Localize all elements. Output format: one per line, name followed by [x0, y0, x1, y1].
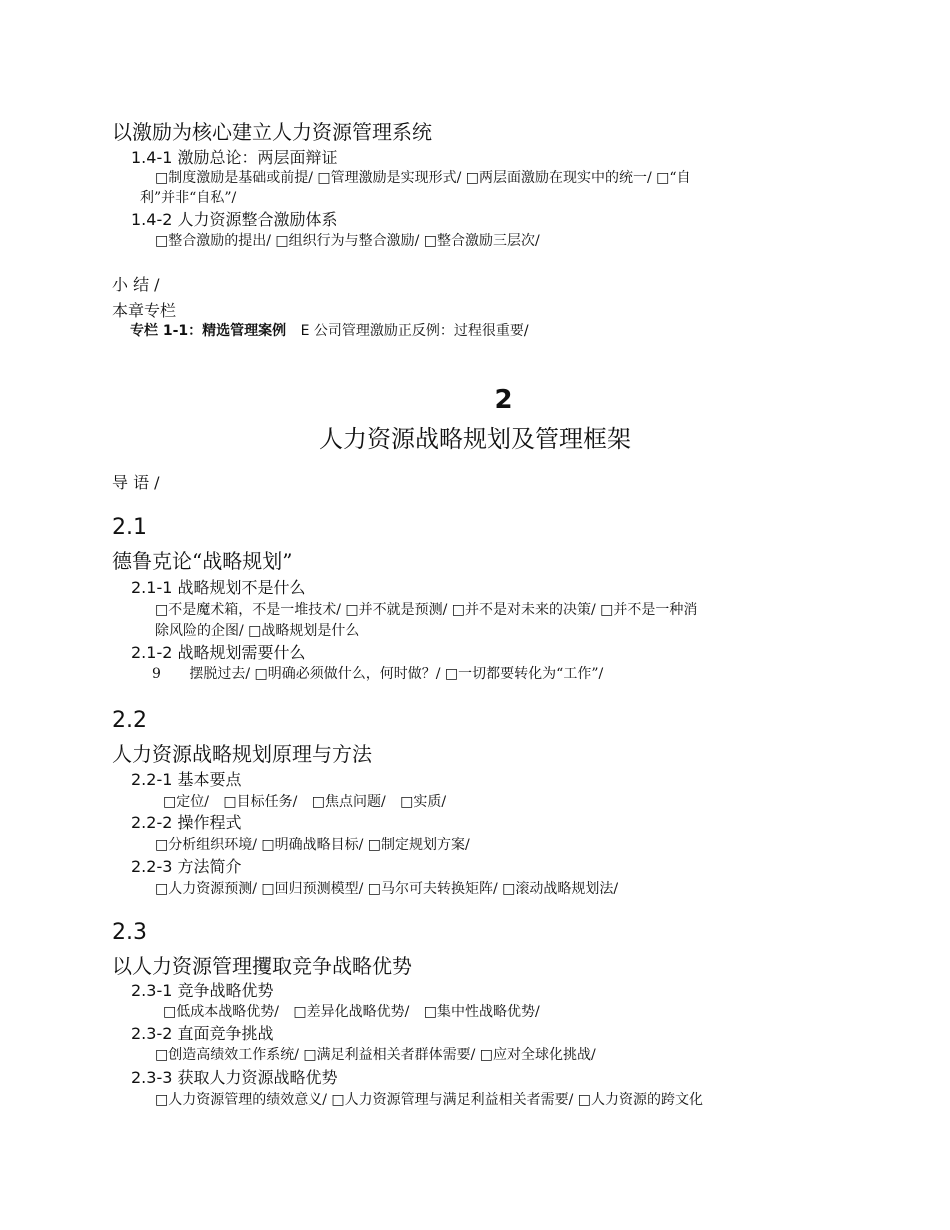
subsection-heading: 2.2-3 方法简介: [131, 857, 242, 876]
item-line: □不是魔术箱，不是一堆技术/ □并不就是预测/ □并不是对未来的决策/ □并不是一种消: [155, 602, 698, 618]
summary-heading: 小 结 /: [112, 275, 160, 294]
subsection-heading: 1.4-2 人力资源整合激励体系: [131, 210, 338, 229]
subsection-heading: 2.2-2 操作程式: [131, 813, 242, 832]
subsection-heading: 2.1-1 战略规划不是什么: [131, 578, 306, 597]
item-line: 除风险的企图/ □战略规划是什么: [155, 623, 360, 639]
subsection-heading: 2.3-1 竞争战略优势: [131, 981, 274, 1000]
item-line: □人力资源预测/ □回归预测模型/ □马尔可夫转换矩阵/ □滚动战略规划法/: [155, 881, 619, 897]
item-line: □创造高绩效工作系统/ □满足利益相关者群体需要/ □应对全球化挑战/: [155, 1047, 596, 1063]
item-line: [152, 663, 603, 683]
intro-heading: 导 语 /: [112, 473, 160, 492]
bullet-mark: 9: [152, 666, 161, 682]
column-entry: [130, 320, 529, 340]
item-text: 摆脱过去/ □明确必须做什么，何时做？/ □一切都要转化为“工作”/: [189, 666, 604, 682]
section-number: 2.1: [112, 515, 147, 540]
column-text: E 公司管理激励正反例：过程很重要/: [300, 323, 529, 339]
chapter-number: 2: [494, 385, 513, 415]
section-title: 人力资源战略规划原理与方法: [112, 742, 372, 766]
item-line: □定位/ □目标任务/ □焦点问题/ □实质/: [163, 794, 447, 810]
subsection-heading: 2.3-3 获取人力资源战略优势: [131, 1068, 338, 1087]
item-line: □分析组织环境/ □明确战略目标/ □制定规划方案/: [155, 837, 470, 853]
item-line: □制度激励是基础或前提/ □管理激励是实现形式/ □两层面激励在现实中的统一/ □“自: [155, 170, 691, 186]
subsection-heading: 1.4-1 激励总论：两层面辩证: [131, 148, 338, 167]
column-heading: 本章专栏: [112, 301, 177, 320]
item-line: □整合激励的提出/ □组织行为与整合激励/ □整合激励三层次/: [155, 233, 540, 249]
section-title: 德鲁克论“战略规划”: [112, 549, 293, 573]
item-line: □人力资源管理的绩效意义/ □人力资源管理与满足利益相关者需要/ □人力资源的跨文化: [155, 1092, 704, 1108]
item-line: 利”并非“自私”/: [140, 190, 237, 206]
section-number: 2.3: [112, 920, 147, 945]
subsection-heading: 2.2-1 基本要点: [131, 770, 242, 789]
column-label: 专栏 1-1：精选管理案例: [130, 323, 287, 339]
subsection-heading: 2.1-2 战略规划需要什么: [131, 643, 306, 662]
item-line: □低成本战略优势/ □差异化战略优势/ □集中性战略优势/: [163, 1004, 540, 1020]
chapter-title: 人力资源战略规划及管理框架: [319, 425, 631, 453]
section-number: 2.2: [112, 708, 147, 733]
section-title: 以激励为核心建立人力资源管理系统: [112, 120, 432, 144]
section-title: 以人力资源管理攫取竞争战略优势: [112, 954, 412, 978]
subsection-heading: 2.3-2 直面竞争挑战: [131, 1024, 274, 1043]
